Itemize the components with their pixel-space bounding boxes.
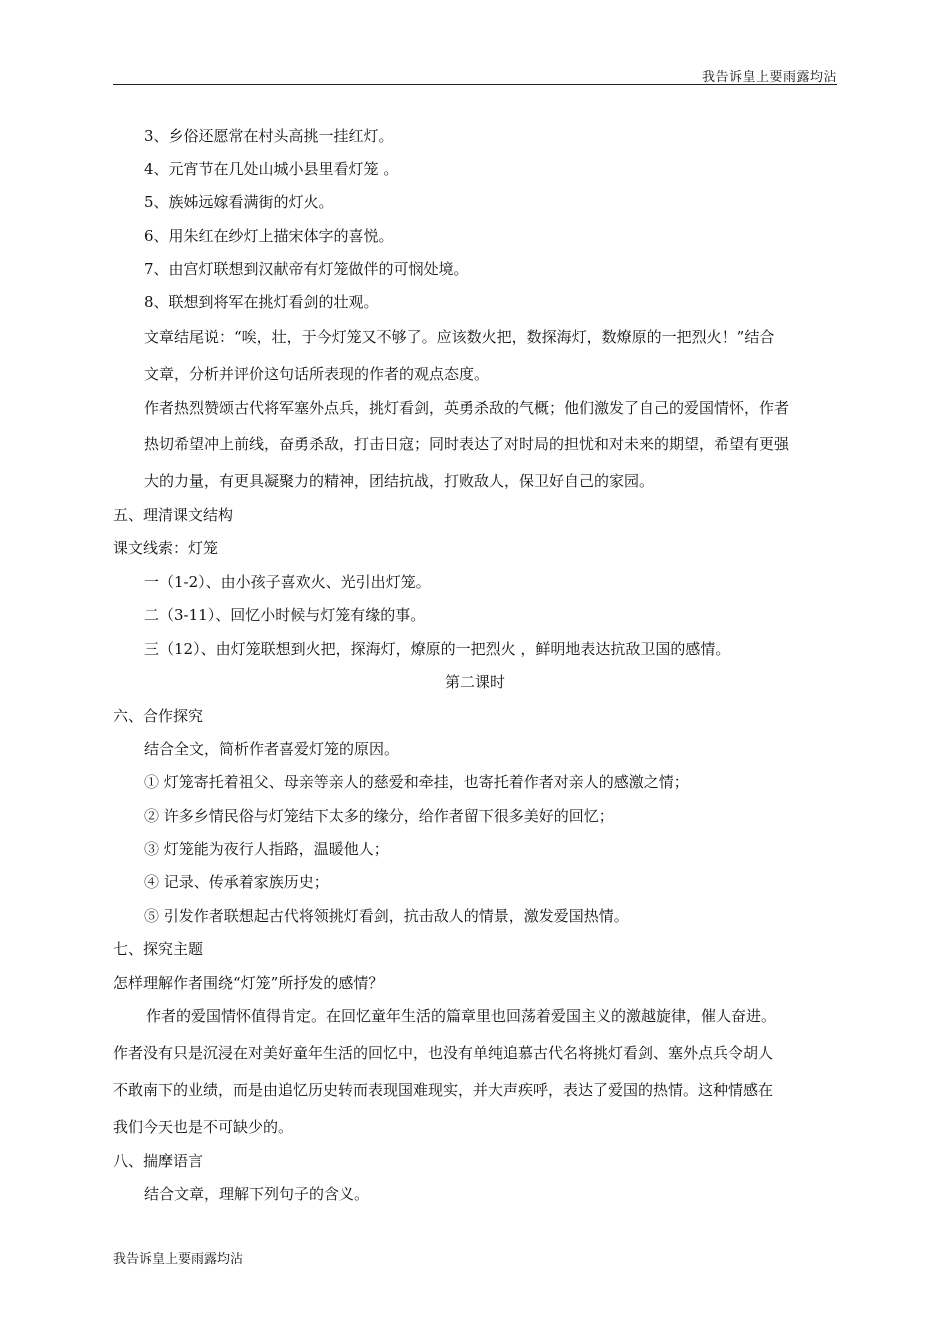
text-line: 7、由宫灯联想到汉献帝有灯笼做伴的可悯处境。 (144, 260, 469, 278)
header-rule (113, 84, 837, 85)
section-heading: 六、合作探究 (113, 707, 204, 725)
text-line: 3、乡俗还愿常在村头高挑一挂红灯。 (144, 127, 394, 145)
text-line: 结合全文，简析作者喜爱灯笼的原因。 (144, 740, 400, 758)
lesson-heading: 第二课时 (444, 673, 505, 691)
text-line: 作者没有只是沉浸在对美好童年生活的回忆中，也没有单纯追慕古代名将挑灯看剑、塞外点兵令胡人 (113, 1044, 774, 1062)
text-line: ② 许多乡情民俗与灯笼结下太多的缘分，给作者留下很多美好的回忆； (144, 807, 614, 825)
page-header: 我告诉皇上要雨露均沾 (701, 70, 837, 85)
text-line: 作者的爱国情怀值得肯定。在回忆童年生活的篇章里也回荡着爱国主义的激越旋律，催人奋进。 (146, 1007, 777, 1025)
text-line: 课文线索：灯笼 (113, 539, 219, 557)
section-heading: 八、揣摩语言 (113, 1152, 204, 1170)
text-line: 8、联想到将军在挑灯看剑的壮观。 (144, 293, 379, 311)
text-line: 三（12）、由灯笼联想到火把，探海灯，燎原的一把烈火 ，鲜明地表达抗敌卫国的感情。 (144, 640, 731, 658)
page-footer: 我告诉皇上要雨露均沾 (113, 1252, 244, 1267)
text-line: 结合文章，理解下列句子的含义。 (144, 1185, 370, 1203)
text-line: 我们今天也是不可缺少的。 (113, 1118, 294, 1136)
text-line: 4、元宵节在几处山城小县里看灯笼 。 (144, 160, 399, 178)
text-line: 大的力量，有更具凝聚力的精神，团结抗战，打败敌人，保卫好自己的家园。 (144, 472, 655, 490)
text-line: 不敢南下的业绩，而是由追忆历史转而表现国难现实，并大声疾呼，表达了爱国的热情。这种情感在 (113, 1081, 774, 1099)
text-line: 二（3-11）、回忆小时候与灯笼有缘的事。 (144, 606, 426, 624)
text-line: 文章，分析并评价这句话所表现的作者的观点态度。 (144, 365, 490, 383)
text-line: 一（1-2）、由小孩子喜欢火、光引出灯笼。 (144, 573, 431, 591)
section-heading: 五、理清课文结构 (113, 506, 234, 524)
text-line: 5、族姊远嫁看满街的灯火。 (144, 193, 334, 211)
text-line: 文章结尾说：“唉，壮，于今灯笼又不够了。应该数火把，数探海灯，数燎原的一把烈火！”结合 (144, 328, 775, 346)
text-line: ③ 灯笼能为夜行人指路，温暖他人； (144, 840, 389, 858)
text-line: 怎样理解作者围绕“灯笼”所抒发的感情？ (113, 974, 384, 992)
text-line: ④ 记录、传承着家族历史； (144, 873, 329, 891)
section-heading: 七、探究主题 (113, 940, 204, 958)
text-line: 作者热烈赞颂古代将军塞外点兵，挑灯看剑，英勇杀敌的气概；他们激发了自己的爱国情怀，作者 (144, 399, 790, 417)
text-line: ⑤ 引发作者联想起古代将领挑灯看剑，抗击敌人的情景，激发爱国热情。 (144, 907, 629, 925)
text-line: 6、用朱红在纱灯上描宋体字的喜悦。 (144, 227, 394, 245)
text-line: ① 灯笼寄托着祖父、母亲等亲人的慈爱和牵挂，也寄托着作者对亲人的感激之情； (144, 773, 689, 791)
text-line: 热切希望冲上前线，奋勇杀敌，打击日寇；同时表达了对时局的担忧和对未来的期望，希望有更强 (144, 435, 790, 453)
